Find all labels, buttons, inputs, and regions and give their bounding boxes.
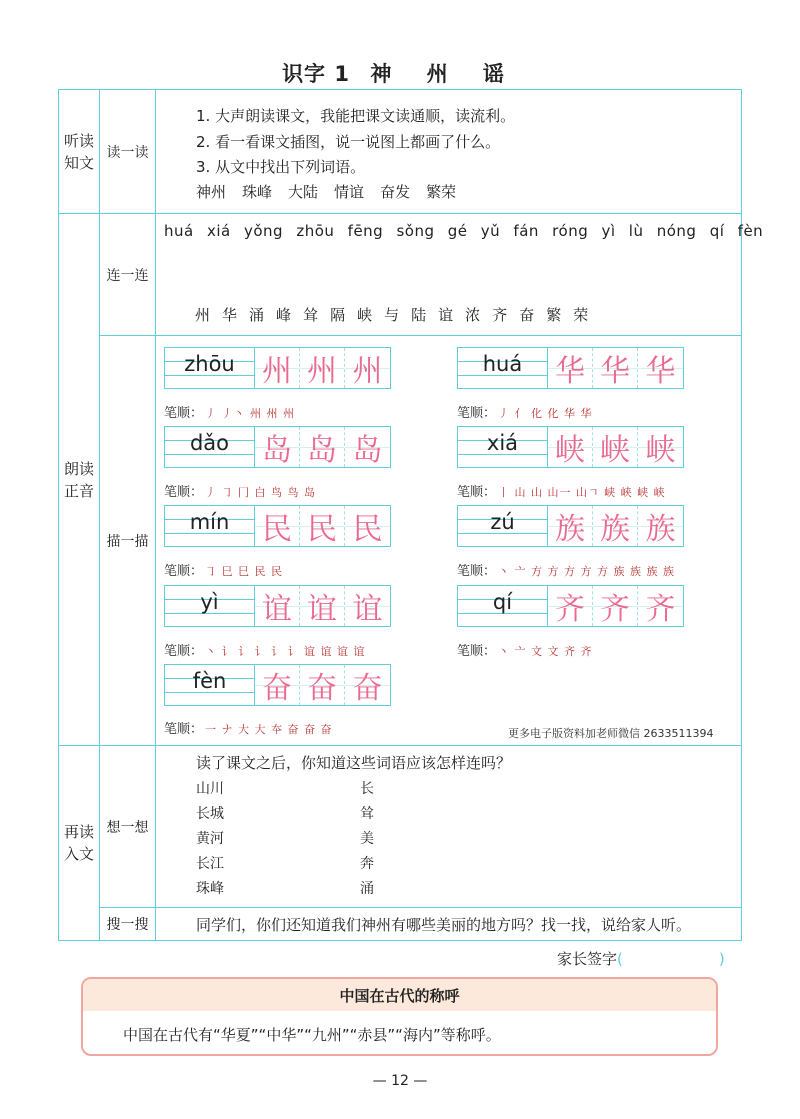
sub-trace — [99, 335, 156, 746]
trace-char: 峡 — [638, 427, 683, 467]
sub-read-label: 读一读 — [106, 144, 149, 161]
pinyin: yì — [200, 590, 219, 614]
think-right-2: 耸 — [360, 806, 374, 822]
hanzi: 陆 — [411, 306, 427, 324]
trace-char: 族 — [548, 506, 593, 546]
trace-char: 齐 — [593, 586, 638, 626]
trace-grid-xia — [457, 426, 684, 468]
trace-char: 齐 — [638, 586, 683, 626]
search-text: 同学们，你们还知道我们神州有哪些美丽的地方吗？找一找，说给家人听。 — [196, 916, 692, 934]
lesson-number: 识字 1 — [282, 62, 350, 86]
hanzi: 峡 — [357, 306, 373, 324]
info-box-body: 中国在古代有“华夏”“中华”“九州”“赤县”“海内”等称呼。 — [123, 1026, 501, 1044]
hanzi: 州 — [195, 306, 211, 324]
hanzi: 华 — [222, 306, 238, 324]
section-reread — [58, 745, 100, 941]
signature-close: ) — [718, 950, 725, 968]
trace-grid-dao — [164, 426, 391, 468]
section-listen-label: 听读知文 — [63, 131, 94, 172]
sub-connect — [99, 213, 156, 336]
pinyin-cell — [165, 506, 255, 546]
trace-char: 谊 — [255, 586, 300, 626]
read-item-1: 1. 大声朗读课文，我能把课文读通顺，读流利。 — [196, 107, 516, 125]
stroke-label: 笔顺： — [457, 485, 497, 500]
hanzi: 浓 — [465, 306, 481, 324]
pinyin-cell — [165, 427, 255, 467]
trace-char: 华 — [638, 348, 683, 388]
trace-char: 州 — [300, 348, 345, 388]
stroke-sequence: 丨 山 山 山一 山ㄱ 峡 峡 峡 峡 — [498, 486, 666, 499]
stroke-order-xia — [457, 481, 666, 500]
connect-hanzi — [195, 304, 600, 325]
word: 大陆 — [288, 183, 319, 201]
stroke-label: 笔顺： — [164, 644, 204, 659]
trace-grid-yi — [164, 585, 391, 627]
think-right-4: 奔 — [360, 856, 374, 872]
trace-char: 族 — [638, 506, 683, 546]
stroke-label: 笔顺： — [164, 722, 204, 737]
hanzi: 与 — [384, 306, 400, 324]
trace-char: 岛 — [255, 427, 300, 467]
page-title — [0, 58, 800, 88]
section-reread-label: 再读入文 — [63, 823, 94, 863]
word: 珠峰 — [242, 183, 273, 201]
pinyin-cell — [458, 506, 548, 546]
trace-grid-zu — [457, 505, 684, 547]
hanzi: 繁 — [546, 306, 562, 324]
stroke-label: 笔顺： — [164, 406, 204, 421]
word: 情谊 — [334, 183, 365, 201]
lesson-name: 神 州 谣 — [370, 62, 518, 86]
section-read-aloud — [58, 213, 100, 746]
read-item-2: 2. 看一看课文插图，说一说图上都画了什么。 — [196, 133, 501, 151]
stroke-order-zhou — [164, 402, 295, 421]
sub-connect-label: 连一连 — [106, 267, 149, 284]
trace-char: 谊 — [300, 586, 345, 626]
pinyin-cell — [458, 348, 548, 388]
sub-think-label: 想一想 — [106, 819, 149, 836]
trace-grid-min — [164, 505, 391, 547]
pinyin-cell — [165, 665, 255, 705]
trace-grid-fen — [164, 664, 391, 706]
stroke-sequence: 丶 亠 方 方 方 方 方 族 族 族 族 — [498, 565, 675, 578]
trace-grid-qi — [457, 585, 684, 627]
hanzi: 齐 — [492, 306, 508, 324]
trace-char: 州 — [345, 348, 390, 388]
sub-think — [99, 745, 156, 908]
trace-char: 州 — [255, 348, 300, 388]
hanzi: 荣 — [573, 306, 589, 324]
think-left-1: 山川 — [196, 781, 224, 797]
section-read-aloud-label: 朗读正音 — [63, 459, 94, 500]
word: 奋发 — [380, 183, 411, 201]
stroke-order-yi — [164, 640, 365, 659]
info-box — [81, 977, 718, 1056]
think-right-3: 美 — [360, 831, 374, 847]
pinyin: mín — [189, 510, 230, 534]
read-words — [196, 180, 472, 204]
stroke-order-qi — [457, 640, 593, 659]
stroke-order-zu — [457, 560, 675, 579]
trace-char: 民 — [255, 506, 300, 546]
stroke-label: 笔顺： — [457, 406, 497, 421]
trace-char: 奋 — [255, 665, 300, 705]
page-number: — 12 — — [372, 1073, 428, 1089]
stroke-label: 笔顺： — [164, 564, 204, 579]
stroke-label: 笔顺： — [457, 564, 497, 579]
stroke-sequence: 丶 亠 文 文 齐 齐 — [498, 645, 593, 658]
hanzi: 涌 — [249, 306, 265, 324]
stroke-sequence: 丿 丿丶 州 州 州 — [205, 407, 296, 420]
read-item-3: 3. 从文中找出下列词语。 — [196, 158, 366, 176]
word: 繁荣 — [426, 183, 457, 201]
section-listen — [58, 89, 100, 214]
think-left-5: 珠峰 — [196, 881, 224, 897]
stroke-sequence: 丶 讠 讠 讠 讠 讠 谊 谊 谊 谊 — [205, 645, 366, 658]
hanzi: 耸 — [303, 306, 319, 324]
think-left-2: 长城 — [196, 806, 224, 822]
pinyin: fèn — [192, 669, 227, 693]
signature-open: ( — [617, 950, 623, 968]
hanzi: 奋 — [519, 306, 535, 324]
pinyin: dǎo — [189, 431, 230, 455]
stroke-sequence: 丿 ㇆ 冂 白 鸟 鸟 岛 — [205, 486, 316, 499]
think-question: 读了课文之后，你知道这些词语应该怎样连吗？ — [196, 754, 512, 772]
trace-char: 华 — [593, 348, 638, 388]
stroke-label: 笔顺： — [457, 644, 497, 659]
stroke-sequence: ㇆ 巳 巳 民 民 — [205, 565, 284, 578]
hanzi: 隔 — [330, 306, 346, 324]
sub-search-label: 搜一搜 — [106, 917, 149, 933]
pinyin: zú — [490, 510, 515, 534]
pinyin-cell — [458, 586, 548, 626]
trace-char: 峡 — [593, 427, 638, 467]
sub-read — [99, 89, 156, 214]
stroke-sequence: 一 ナ 大 大 夲 奋 奋 奋 — [205, 723, 333, 736]
sub-search — [99, 907, 156, 941]
parent-signature — [557, 948, 725, 969]
trace-char: 民 — [345, 506, 390, 546]
stroke-label: 笔顺： — [164, 485, 204, 500]
trace-grid-zhou — [164, 347, 391, 389]
pinyin: huá — [482, 352, 523, 376]
stroke-sequence: 丿 亻 化 化 华 华 — [498, 407, 593, 420]
think-left-3: 黄河 — [196, 831, 224, 847]
stroke-order-fen — [164, 718, 333, 737]
signature-label: 家长签字 — [557, 950, 618, 968]
pinyin-cell — [165, 586, 255, 626]
trace-grid-hua — [457, 347, 684, 389]
hanzi: 峰 — [276, 306, 292, 324]
trace-char: 岛 — [300, 427, 345, 467]
trace-char: 奋 — [300, 665, 345, 705]
trace-char: 民 — [300, 506, 345, 546]
trace-char: 齐 — [548, 586, 593, 626]
pinyin: zhōu — [184, 352, 235, 376]
connect-pinyin: huá xiá yǒng zhōu fēng sǒng gé yǔ fán róng yì lù nóng qí fèn — [164, 222, 764, 240]
trace-char: 华 — [548, 348, 593, 388]
trace-char: 岛 — [345, 427, 390, 467]
stroke-order-hua — [457, 402, 593, 421]
pinyin-cell — [165, 348, 255, 388]
pinyin-cell — [458, 427, 548, 467]
trace-char: 峡 — [548, 427, 593, 467]
hanzi: 谊 — [438, 306, 454, 324]
teacher-note: 更多电子版资料加老师微信 2633511394 — [508, 727, 714, 740]
pinyin: xiá — [486, 431, 519, 455]
think-right-1: 长 — [360, 781, 374, 797]
stroke-order-dao — [164, 481, 316, 500]
pinyin: qí — [492, 590, 513, 614]
think-left-4: 长江 — [196, 856, 224, 872]
info-box-heading: 中国在古代的称呼 — [83, 979, 716, 1011]
think-right-5: 涌 — [360, 881, 374, 897]
stroke-order-min — [164, 560, 283, 579]
trace-char: 谊 — [345, 586, 390, 626]
trace-char: 族 — [593, 506, 638, 546]
sub-trace-label: 描一描 — [106, 533, 149, 550]
word: 神州 — [196, 183, 227, 201]
trace-char: 奋 — [345, 665, 390, 705]
